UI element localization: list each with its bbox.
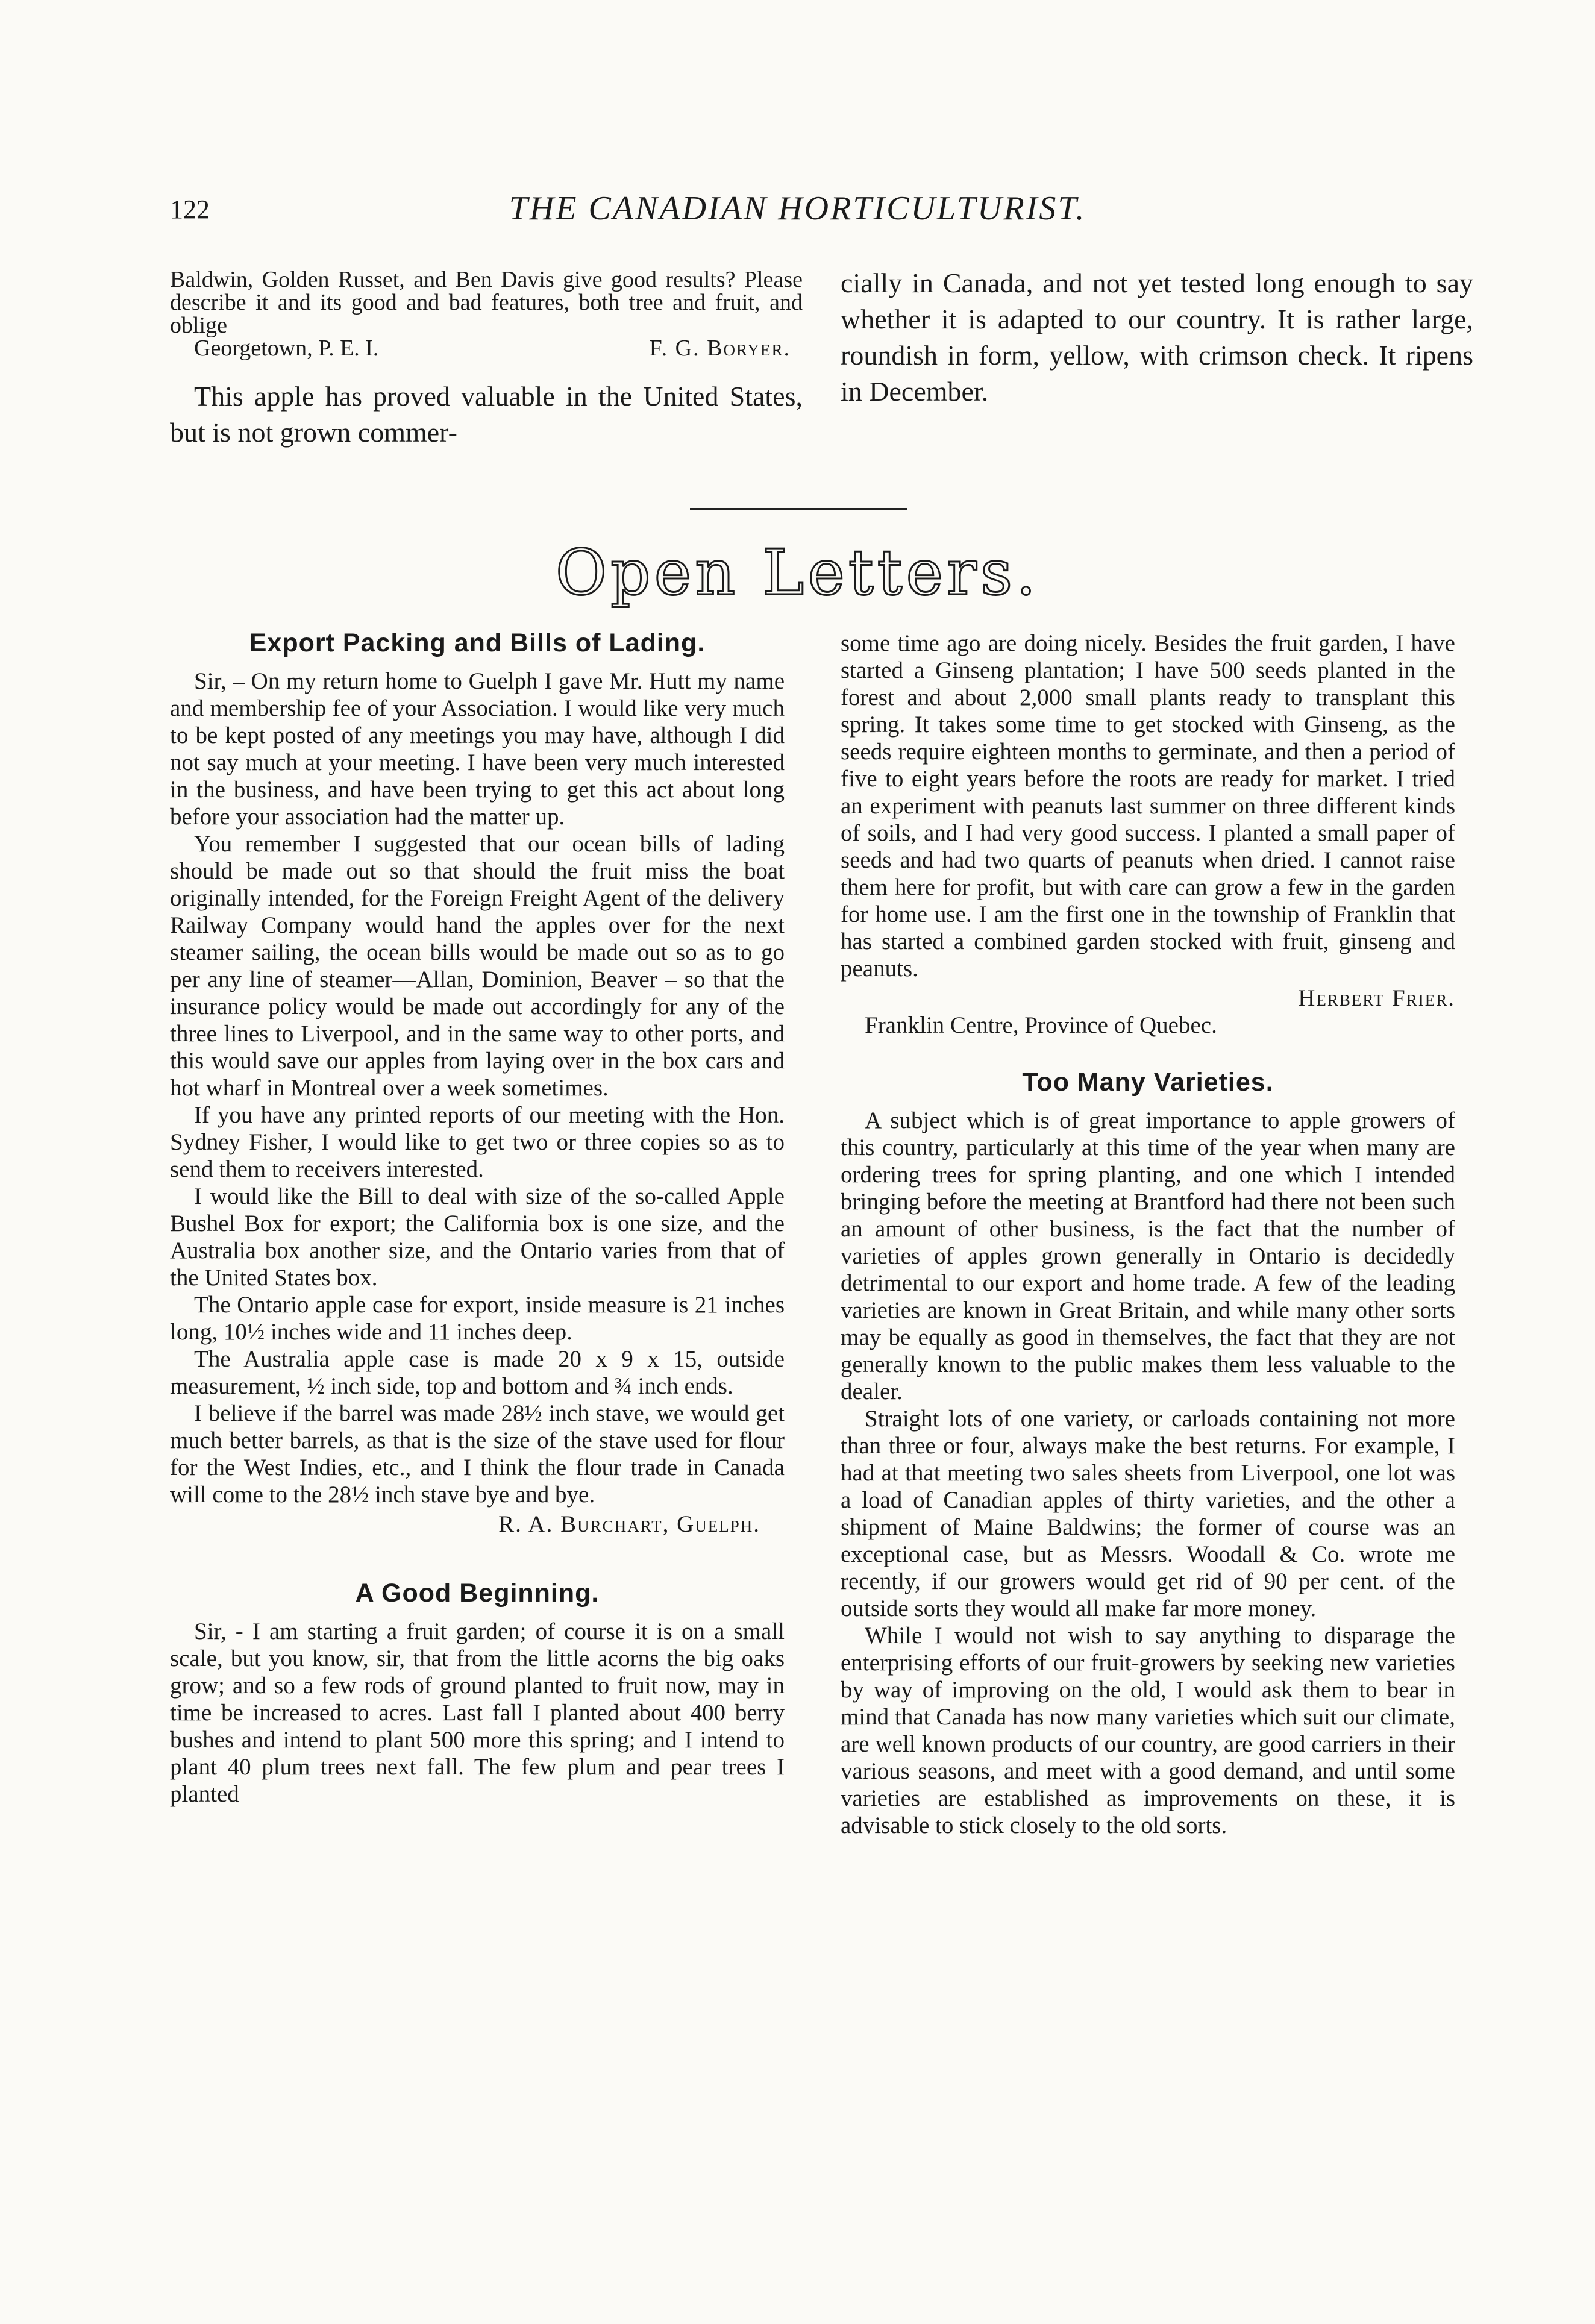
answer-right-text: cially in Canada, and not yet tested long enough to say whether it is adapted to our country. It is rather large, roundish in form, yellow, with crimson check. It ripens in December. xyxy=(841,268,1473,407)
answer-left-text: This apple has proved valuable in the United States, but is not grown commer- xyxy=(170,381,803,448)
running-title: THE CANADIAN HORTICULTURIST. xyxy=(509,190,1086,227)
too-many-paragraph: While I would not wish to say anything to disparage the enterprising efforts of our fruit-growers by seeking new varieties by way of improving on the old, I would ask them to bear in mind that Canada has now many varieties which suit our climate, are well known products of our country, are good carriers in their various seasons, and meet with a good demand, and until some varieties are established as improvements on these, it is advisable to stick closely to the old sorts. xyxy=(841,1623,1455,1838)
good-beginning-heading: A Good Beginning. xyxy=(355,1579,600,1608)
export-paragraph: I believe if the barrel was made 28½ inch stave, we would get much better barrels, as that is the size of the stave used for flour for the West Indies, etc., and I think the flour trade in Canada will come to the 28½ inch stave bye and bye. xyxy=(170,1400,785,1508)
section-title: Open Letters. xyxy=(555,536,1040,609)
answer-left xyxy=(170,378,803,451)
query-place: Georgetown, P. E. I. xyxy=(194,336,379,361)
good-beginning-place: Franklin Centre, Province of Quebec. xyxy=(865,1012,1217,1038)
good-beginning-paragraph: some time ago are doing nicely. Besides the fruit garden, I have started a Ginseng plantation; I have 500 seeds planted in the forest and about 2,000 small plants ready to transplant this spring. It takes some time to get stocked with Ginseng, as the seeds require eighteen months to germinate, and then a period of five to eight years before the roots are ready for market. I tried an experiment with peanuts last summer on three different kinds of soils, and I had very good success. I planted a small paper of seeds and had two quarts of peanuts when dried. I cannot raise them here for profit, but with care can grow a few in the garden for home use. I am the first one in the township of Franklin that has started a combined garden stocked with fruit, ginseng and peanuts. xyxy=(841,630,1455,982)
section-divider xyxy=(690,508,907,510)
export-paragraph: Sir, – On my return home to Guelph I gave Mr. Hutt my name and membership fee of your Association. I would like very much to be kept posted of any meetings you may have, although I did not say much at your meeting. I have been very much interested in the business, and have been trying to get this act about long before your association had the matter up. xyxy=(170,668,785,830)
too-many-heading: Too Many Varieties. xyxy=(1022,1068,1274,1097)
export-signature: R. A. Burchart, Guelph. xyxy=(498,1511,760,1537)
query-signature-row xyxy=(170,337,803,360)
good-beginning-paragraph: Sir, - I am starting a fruit garden; of course it is on a small scale, but you know, sir, that from the little acorns the big oaks grow; and so a few rods of ground planted to fruit now, may in time be increased to acres. Last fall I planted about 400 berry bushes and intend to plant 500 more this spring; and I intend to plant 40 plum trees next fall. The few plum and pear trees I planted xyxy=(170,1618,785,1807)
too-many-paragraph: A subject which is of great importance to apple growers of this country, particularly at this time of the year when many are ordering trees for spring planting, and one which I intended bringing before the meeting at Brantford had there not been such an amount of other business, is the fact that the number of varieties of apples grown generally in Ontario is decidedly detrimental to our export and home trade. A few of the leading varieties are known in Great Britain, and while many other sorts may be equally as good in themselves, the fact that they are not generally known to the public makes them less valuable to the dealer. xyxy=(841,1107,1455,1405)
export-paragraph: The Australia apple case is made 20 x 9 x 15, outside measurement, ½ inch side, top and bottom and ¾ inch ends. xyxy=(170,1346,785,1399)
page-number: 122 xyxy=(170,195,210,224)
too-many-paragraph: Straight lots of one variety, or carloads containing not more than three or four, always make the best returns. For example, I had at that meeting two sales sheets from Liverpool, one lot was a load of Canadian apples of thirty varieties, and the other a shipment of Maine Baldwins; the former of course was an exceptional case, but as Messrs. Woodall & Co. wrote me recently, if our growers would get rid of 90 per cent. of the outside sorts they would all make far more money. xyxy=(841,1406,1455,1621)
right-column xyxy=(841,630,1455,1839)
export-paragraph: I would like the Bill to deal with size of the so-called Apple Bushel Box for export; the California box is one size, and the Australia box another size, and the Ontario varies from that of the United States box. xyxy=(170,1183,785,1291)
query-signature: F. G. Boryer. xyxy=(649,336,791,361)
left-column xyxy=(170,630,785,1808)
export-paragraph: The Ontario apple case for export, inside measure is 21 inches long, 10½ inches wide and 11 inches deep. xyxy=(170,1292,785,1345)
top-left-column xyxy=(170,268,803,360)
export-paragraph: You remember I suggested that our ocean bills of lading should be made out so that should the fruit miss the boat originally intended, for the Foreign Freight Agent of the delivery Railway Company would hand the apples over for the next steamer sailing, the ocean bills would be made out so as to go per any line of steamer—Allan, Dominion, Beaver – so that the insurance policy would be made out accordingly for any of the three lines to Liverpool, and in the same way to other ports, and this would save our apples from laying over in the box cars and hot wharf in Montreal over a week sometimes. xyxy=(170,831,785,1101)
query-text: Baldwin, Golden Russet, and Ben Davis give good results? Please describe it and its good and bad features, both tree and fruit, and oblige xyxy=(170,267,803,338)
export-paragraph: If you have any printed reports of our meeting with the Hon. Sydney Fisher, I would like to get two or three copies so as to send them to receivers interested. xyxy=(170,1102,785,1182)
export-packing-heading: Export Packing and Bills of Lading. xyxy=(249,628,706,657)
answer-right xyxy=(841,265,1473,410)
good-beginning-signature: Herbert Frier. xyxy=(1298,985,1455,1011)
